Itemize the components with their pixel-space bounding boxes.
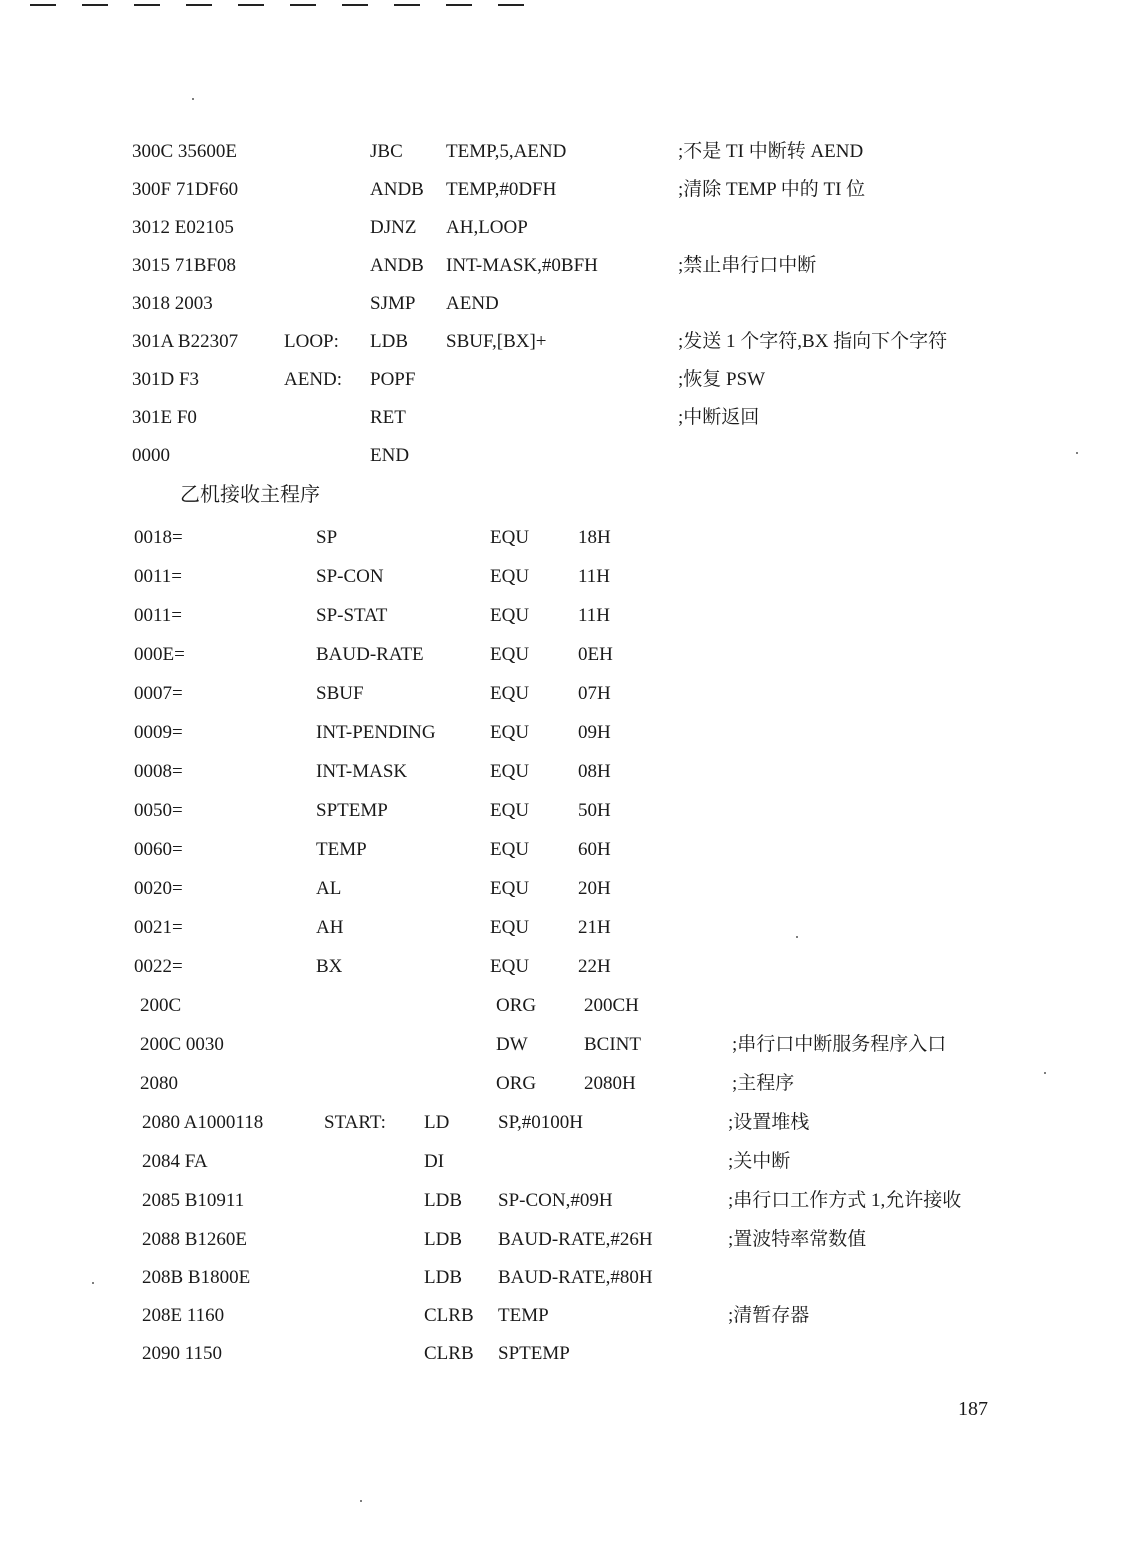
address: 0060= xyxy=(134,839,183,860)
address: 0022= xyxy=(134,956,183,977)
address: 3015 71BF08 xyxy=(132,255,236,276)
operand: SPTEMP xyxy=(498,1343,570,1364)
address: 208E 1160 xyxy=(142,1305,225,1326)
symbol: INT-PENDING xyxy=(316,722,436,743)
comment: ;恢复 PSW xyxy=(678,369,766,390)
directive: EQU xyxy=(490,527,530,548)
address: 0020= xyxy=(134,878,183,899)
section-heading: 乙机接收主程序 xyxy=(180,484,320,506)
opcode: LDB xyxy=(424,1229,462,1250)
code-line xyxy=(142,1342,570,1462)
operand: 200CH xyxy=(584,995,639,1016)
address: 2088 B1260E xyxy=(142,1229,248,1250)
directive: EQU xyxy=(490,917,530,938)
address: 2084 FA xyxy=(142,1151,208,1172)
opcode: ANDB xyxy=(370,179,424,200)
page-number: 187 xyxy=(958,1398,988,1420)
comment: ;主程序 xyxy=(732,1073,795,1094)
value: 50H xyxy=(578,800,611,821)
comment: ;清暂存器 xyxy=(728,1305,810,1326)
operand: TEMP,5,AEND xyxy=(446,141,567,162)
label: START: xyxy=(324,1112,386,1133)
operand: 2080H xyxy=(584,1073,636,1094)
comment: ;禁止串行口中断 xyxy=(678,255,817,276)
address: 301A B22307 xyxy=(132,331,239,352)
symbol: SPTEMP xyxy=(316,800,388,821)
operand: TEMP xyxy=(498,1305,549,1326)
directive: EQU xyxy=(490,722,530,743)
symbol: SBUF xyxy=(316,683,364,704)
opcode: SJMP xyxy=(370,293,416,314)
opcode: CLRB xyxy=(424,1305,474,1326)
scan-speck xyxy=(92,1282,94,1284)
address: 0050= xyxy=(134,800,183,821)
address: 301D F3 xyxy=(132,369,200,390)
opcode: LD xyxy=(424,1112,450,1133)
comment: ;不是 TI 中断转 AEND xyxy=(678,141,864,162)
value: 08H xyxy=(578,761,611,782)
symbol: BX xyxy=(316,956,343,977)
address: 0000 xyxy=(132,445,170,466)
directive: EQU xyxy=(490,644,530,665)
address: 0021= xyxy=(134,917,183,938)
value: 60H xyxy=(578,839,611,860)
comment: ;发送 1 个字符,BX 指向下个字符 xyxy=(678,331,948,352)
opcode: END xyxy=(370,445,410,466)
symbol: AH xyxy=(316,917,344,938)
directive: EQU xyxy=(490,566,530,587)
directive: EQU xyxy=(490,605,530,626)
value: 18H xyxy=(578,527,611,548)
address: 2080 A1000118 xyxy=(142,1112,264,1133)
directive: EQU xyxy=(490,800,530,821)
scan-speck xyxy=(360,1500,362,1502)
comment: ;关中断 xyxy=(728,1151,791,1172)
opcode: LDB xyxy=(424,1190,462,1211)
scan-speck xyxy=(1076,452,1078,454)
directive: EQU xyxy=(490,878,530,899)
symbol: INT-MASK xyxy=(316,761,408,782)
symbol: AL xyxy=(316,878,342,899)
operand: SP,#0100H xyxy=(498,1112,583,1133)
address: 2085 B10911 xyxy=(142,1190,245,1211)
value: 20H xyxy=(578,878,611,899)
address: 000E= xyxy=(134,644,185,665)
address: 200C xyxy=(140,995,182,1016)
value: 11H xyxy=(578,566,611,587)
scan-speck xyxy=(192,98,194,100)
address: 300C 35600E xyxy=(132,141,238,162)
directive: EQU xyxy=(490,761,530,782)
scan-speck xyxy=(796,936,798,938)
value: 07H xyxy=(578,683,611,704)
address: 3018 2003 xyxy=(132,293,213,314)
operand: SP-CON,#09H xyxy=(498,1190,613,1211)
address: 0007= xyxy=(134,683,183,704)
label: AEND: xyxy=(284,369,343,390)
comment: ;中断返回 xyxy=(678,407,760,428)
opcode: RET xyxy=(370,407,406,428)
operand: TEMP,#0DFH xyxy=(446,179,557,200)
operand: BAUD-RATE,#80H xyxy=(498,1267,653,1288)
operand: INT-MASK,#0BFH xyxy=(446,255,598,276)
address: 0018= xyxy=(134,527,183,548)
comment: ;设置堆栈 xyxy=(728,1112,810,1133)
opcode: DI xyxy=(424,1151,445,1172)
address: 300F 71DF60 xyxy=(132,179,239,200)
scan-edge-dashes xyxy=(30,4,530,10)
address: 3012 E02105 xyxy=(132,217,234,238)
address: 301E F0 xyxy=(132,407,197,428)
comment: ;串行口工作方式 1,允许接收 xyxy=(728,1190,962,1211)
symbol: SP xyxy=(316,527,338,548)
directive: EQU xyxy=(490,683,530,704)
value: 11H xyxy=(578,605,611,626)
operand: AEND xyxy=(446,293,499,314)
label: LOOP: xyxy=(284,331,339,352)
address: 0011= xyxy=(134,566,183,587)
scan-speck xyxy=(1044,1072,1046,1074)
opcode: POPF xyxy=(370,369,416,390)
operand: BAUD-RATE,#26H xyxy=(498,1229,653,1250)
comment: ;置波特率常数值 xyxy=(728,1229,867,1250)
symbol: SP-STAT xyxy=(316,605,388,626)
opcode: CLRB xyxy=(424,1343,474,1364)
opcode: ANDB xyxy=(370,255,424,276)
address: 208B B1800E xyxy=(142,1267,251,1288)
opcode: LDB xyxy=(424,1267,462,1288)
address: 0008= xyxy=(134,761,183,782)
symbol: BAUD-RATE xyxy=(316,644,424,665)
directive: ORG xyxy=(496,995,537,1016)
directive: DW xyxy=(496,1034,528,1055)
operand: AH,LOOP xyxy=(446,217,528,238)
symbol: SP-CON xyxy=(316,566,384,587)
value: 09H xyxy=(578,722,611,743)
address: 0011= xyxy=(134,605,183,626)
operand: BCINT xyxy=(584,1034,641,1055)
address: 0009= xyxy=(134,722,183,743)
comment: ;清除 TEMP 中的 TI 位 xyxy=(678,179,866,200)
symbol: TEMP xyxy=(316,839,367,860)
comment: ;串行口中断服务程序入口 xyxy=(732,1034,947,1055)
value: 0EH xyxy=(578,644,613,665)
address: 2090 1150 xyxy=(142,1343,223,1364)
value: 21H xyxy=(578,917,611,938)
directive: EQU xyxy=(490,839,530,860)
opcode: JBC xyxy=(370,141,403,162)
opcode: LDB xyxy=(370,331,408,352)
opcode: DJNZ xyxy=(370,217,417,238)
directive: EQU xyxy=(490,956,530,977)
value: 22H xyxy=(578,956,611,977)
address: 2080 xyxy=(140,1073,178,1094)
address: 200C 0030 xyxy=(140,1034,224,1055)
directive: ORG xyxy=(496,1073,537,1094)
operand: SBUF,[BX]+ xyxy=(446,331,547,352)
